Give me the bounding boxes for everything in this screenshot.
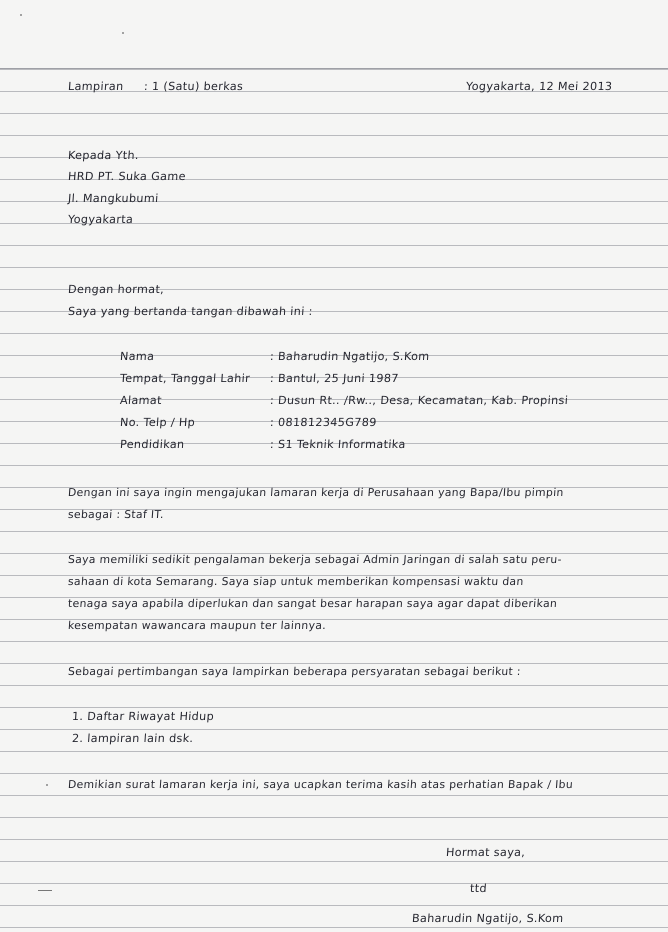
field-label: No. Telp / Hp <box>119 416 196 429</box>
recipient-line-2: HRD PT. Suka Game <box>67 170 187 183</box>
field-value: : 081812345G789 <box>269 416 378 429</box>
recipient-line-3: Jl. Mangkubumi <box>67 192 160 205</box>
paragraph-2-line: Saya memiliki sedikit pengalaman bekerja sebagai Admin Jaringan di salah satu peru- <box>67 553 563 566</box>
field-label: Tempat, Tanggal Lahir <box>119 372 251 385</box>
pencil-dot <box>46 784 48 786</box>
intro-line: Saya yang bertanda tangan dibawah ini : <box>67 305 314 318</box>
paragraph-3-line: Sebagai pertimbangan saya lampirkan beberapa persyaratan sebagai berikut : <box>67 665 522 678</box>
field-value: : Baharudin Ngatijo, S.Kom <box>269 350 430 363</box>
paper-speck <box>20 14 22 16</box>
field-label: Nama <box>119 350 155 363</box>
signer-name: Baharudin Ngatijo, S.Kom <box>411 912 564 925</box>
paragraph-2-line: sahaan di kota Semarang. Saya siap untuk memberikan kompensasi waktu dan <box>67 575 525 588</box>
field-value: : S1 Teknik Informatika <box>269 438 407 451</box>
lampiran-label: Lampiran <box>67 80 125 93</box>
paragraph-1-line: sebagai : Staf IT. <box>67 508 165 521</box>
salutation: Dengan hormat, <box>67 283 165 296</box>
lampiran-value: : 1 (Satu) berkas <box>143 80 244 93</box>
attachment-item: 2. lampiran lain dsk. <box>71 732 194 745</box>
paper-speck <box>122 32 124 34</box>
paragraph-1-line: Dengan ini saya ingin mengajukan lamaran kerja di Perusahaan yang Bapa/Ibu pimpin <box>67 486 565 499</box>
place-date: Yogyakarta, 12 Mei 2013 <box>465 80 613 93</box>
field-value: : Bantul, 25 Juni 1987 <box>269 372 400 385</box>
field-label: Pendidikan <box>119 438 185 451</box>
paper-top-margin <box>0 0 668 68</box>
signature: ttd <box>469 882 488 895</box>
pencil-mark <box>38 890 52 891</box>
paragraph-2-line: tenaga saya apabila diperlukan dan sangat besar harapan saya agar dapat diberikan <box>67 597 558 610</box>
recipient-line-4: Yogyakarta <box>67 213 134 226</box>
field-value: : Dusun Rt.. /Rw.., Desa, Kecamatan, Kab. Propinsi <box>269 394 569 407</box>
regards: Hormat saya, <box>445 846 526 859</box>
paragraph-2-line: kesempatan wawancara maupun ter lainnya. <box>67 619 327 632</box>
recipient-line-1: Kepada Yth. <box>67 149 140 162</box>
field-label: Alamat <box>119 394 163 407</box>
closing-line: Demikian surat lamaran kerja ini, saya ucapkan terima kasih atas perhatian Bapak / Ibu <box>67 778 574 791</box>
attachment-item: 1. Daftar Riwayat Hidup <box>71 710 215 723</box>
paper-header-line <box>0 68 668 69</box>
